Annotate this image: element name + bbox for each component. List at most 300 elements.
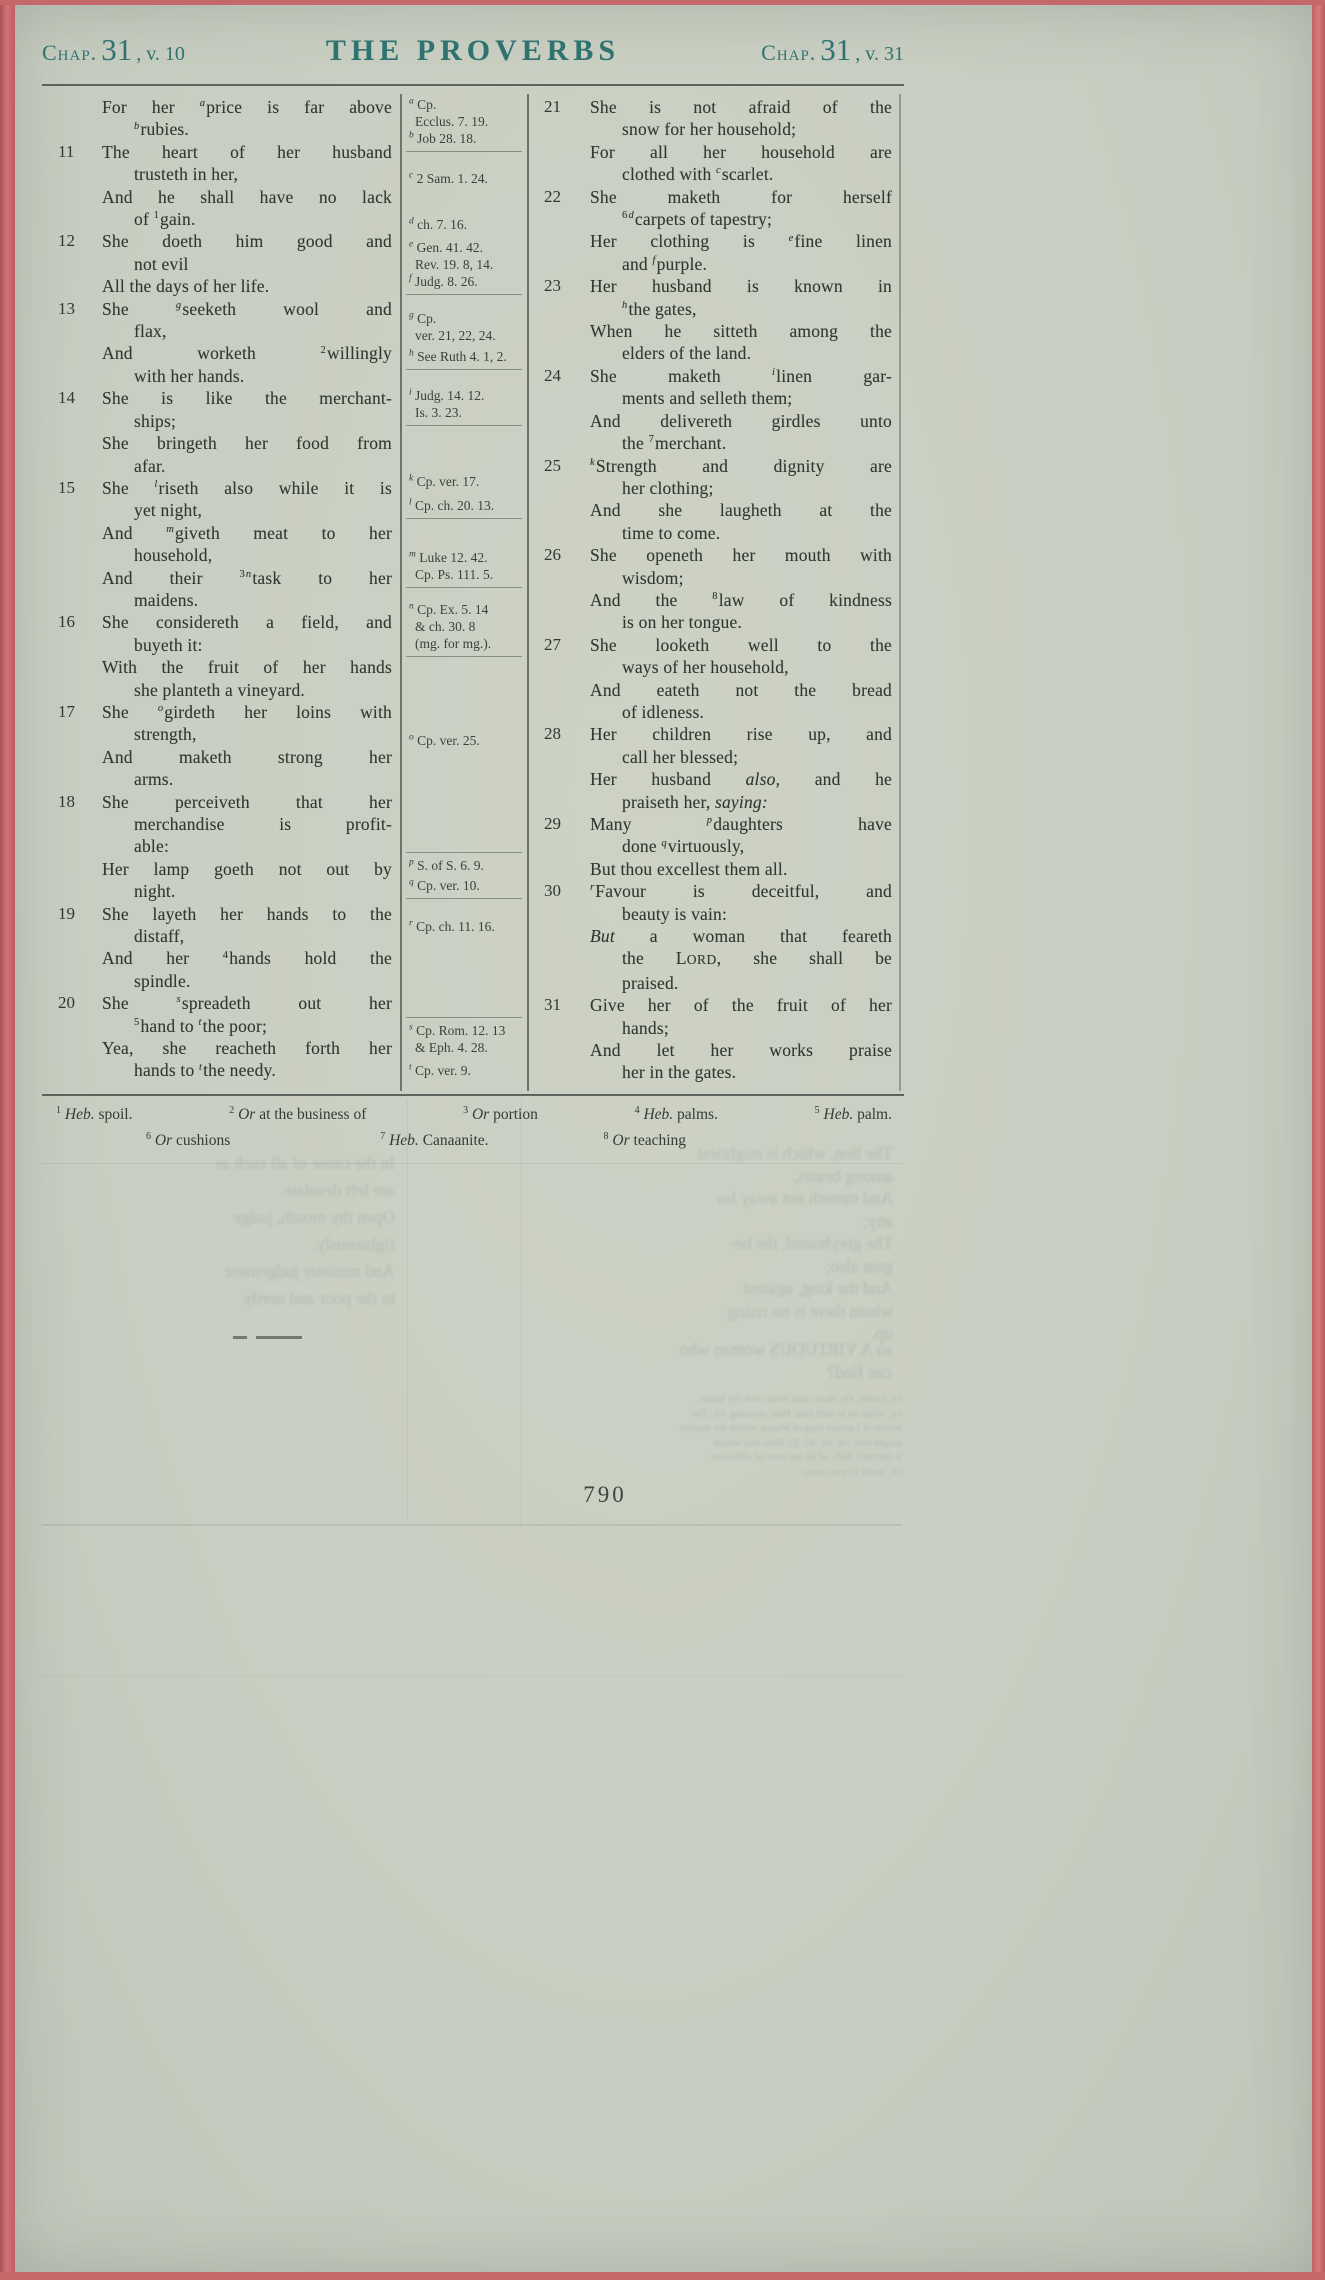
bleed-through-line: The lion, which is mightiest [697, 1143, 893, 1163]
cross-reference [406, 497, 522, 519]
ref-letter: q [661, 837, 667, 849]
italic-text: Heb. [64, 1106, 95, 1123]
bleed-through-line: Or, Under. Or, thou canst seize with thy hands. [696, 1393, 902, 1405]
verse-line: maidens. [134, 589, 199, 610]
verse-line: flax, [134, 321, 167, 342]
verse-line: praised. [622, 972, 679, 993]
ref-letter: g [409, 310, 414, 321]
footnote: $^2$ Or at the business of [229, 1104, 367, 1123]
ink-mark [233, 1336, 247, 1339]
cross-reference-line: $^b$ Job 28. 18. [409, 130, 477, 146]
footnote-marker: 8 [603, 1130, 609, 1142]
ref-letter: r [590, 882, 595, 894]
verse-number: 29 [544, 814, 561, 833]
cross-reference-line: $^i$ Judg. 14. 12. [409, 387, 485, 403]
bleed-through-line: Or, ready to pass away. [799, 1465, 902, 1478]
verse-line: Her children rise up, and [590, 724, 892, 745]
verse-line: The heart of her husband [102, 141, 392, 162]
verse-number: 22 [544, 186, 561, 206]
bleed-through-rule [407, 1100, 408, 1520]
verse-line: She perceiveth that her [102, 791, 392, 812]
ref-letter: e [409, 239, 414, 250]
verse-line: And maketh strong her [102, 746, 392, 767]
verse-line: praiseth her, saying: [622, 791, 768, 812]
verse-line: hands to $^t$the needy. [134, 1060, 276, 1081]
ref-letter: t [409, 1062, 412, 1073]
ref-letter: s [409, 1022, 413, 1033]
verse [58, 141, 392, 231]
chapter-number: 31 [101, 32, 133, 67]
footnote: $^3$ Or portion [463, 1104, 538, 1123]
verse-line: trusteth in her, [134, 164, 239, 185]
verse [58, 791, 392, 903]
cross-reference [406, 170, 522, 187]
header-chapter-right [761, 34, 904, 66]
verse-line: Yea, she reacheth forth her [102, 1038, 392, 1059]
ref-letter: t [198, 1016, 202, 1028]
verse [544, 994, 892, 1084]
verse-line: snow for her household; [622, 119, 797, 140]
cross-reference [406, 918, 522, 935]
cross-reference-line: $^g$ Cp. [409, 310, 437, 326]
footnote-marker: 6 [622, 210, 628, 222]
ref-letter: l [154, 479, 158, 491]
verse-line: yet night, [134, 500, 203, 521]
cross-reference-line: $^f$ Judg. 8. 26. [409, 273, 478, 289]
verse-line: And their $^{3n}$task to her [102, 567, 392, 588]
ref-letter: k [590, 456, 595, 468]
cross-reference-line: $^h$ See Ruth 4. 1, 2. [409, 348, 507, 364]
ref-letter: t [199, 1061, 203, 1073]
verse-line: For all her household are [590, 141, 892, 162]
ref-letter: r [409, 918, 413, 929]
verse-ref: , v. 10 [136, 43, 185, 65]
verse-line: $^h$the gates, [622, 298, 697, 319]
verse-line: household, [134, 545, 213, 566]
verse [544, 455, 892, 545]
footnote-line-1 [56, 1106, 892, 1124]
verse-line: And he shall have no lack [102, 186, 392, 207]
cross-reference [406, 216, 522, 233]
verse-line: With the fruit of her hands [102, 657, 392, 678]
footnote-marker: 7 [648, 434, 655, 446]
verse-number: 15 [58, 477, 75, 497]
footnote-marker: 3 [463, 1104, 469, 1116]
footnote-marker: 8 [712, 591, 718, 603]
cross-reference [406, 1062, 522, 1079]
bleed-through-line: In the cause of all such as [215, 1153, 395, 1173]
italic-text: Or [471, 1106, 490, 1123]
footnote: $^7$ Heb. Canaanite. [380, 1130, 489, 1149]
verse [544, 365, 892, 455]
verse-number: 14 [58, 388, 75, 408]
verse-number: 27 [544, 634, 561, 654]
bleed-through-line: can find? [827, 1361, 892, 1382]
cross-reference-line: $^k$ Cp. ver. 17. [409, 473, 480, 489]
verse-line: And worketh $^2$willingly [102, 343, 392, 364]
verse-line: the $^7$merchant. [622, 433, 727, 454]
footnote-marker: 5 [814, 1104, 820, 1116]
cross-reference [406, 387, 522, 426]
cross-reference-line: Is. 3. 23. [415, 405, 462, 420]
verse-line: She $^o$girdeth her loins with [102, 701, 392, 722]
ref-letter: d [628, 210, 634, 222]
ref-letter: f [652, 255, 656, 267]
cross-reference-line: $^r$ Cp. ch. 11. 16. [409, 918, 495, 934]
verse-line: able: [134, 836, 170, 857]
ref-letter: s [176, 994, 181, 1006]
cross-reference-line: Ecclus. 7. 19. [415, 114, 489, 129]
cross-reference [406, 96, 522, 130]
verse-line: Many $^p$daughters have [590, 814, 892, 834]
italic-text: Heb. [389, 1132, 419, 1149]
verse [544, 96, 892, 186]
ref-letter: h [622, 299, 628, 311]
verse-line: hands; [622, 1017, 669, 1038]
verse-line: $^5$hand to $^t$the poor; [134, 1015, 268, 1036]
verse [544, 880, 892, 994]
ref-letter: k [409, 473, 414, 484]
bleed-through-text [548, 1142, 893, 1345]
italic-text: also, [745, 769, 781, 790]
bleed-through-line: And the king, against [743, 1278, 893, 1298]
cross-reference [406, 239, 522, 273]
cross-reference [406, 130, 522, 152]
footnote-marker: 1 [153, 210, 160, 222]
ref-letter: a [199, 98, 206, 110]
verse-line: strength, [134, 724, 197, 745]
footnote: $^5$ Heb. palm. [814, 1104, 892, 1123]
bleed-through-rule [42, 1676, 902, 1677]
bleed-through-line: words of Lemuel king of Massa, which his mother [679, 1422, 902, 1434]
ref-letter: a [409, 96, 414, 107]
verse-number: 31 [544, 995, 561, 1015]
ref-letter: b [409, 130, 414, 141]
bleed-through-line: righteously, [313, 1234, 395, 1254]
ref-letter: q [409, 877, 414, 888]
italic-text: saying: [714, 791, 768, 812]
footnote-marker: 6 [146, 1130, 151, 1142]
verse [58, 477, 392, 611]
bleed-through-line: The greyhound; the he- [729, 1233, 893, 1253]
verse-line: wisdom; [622, 567, 684, 588]
cross-reference-line: $^c$ 2 Sam. 1. 24. [409, 170, 488, 186]
verse [544, 186, 892, 276]
verse-line: She $^g$seeketh wool and [102, 298, 392, 319]
verse-number: 17 [58, 701, 75, 721]
cross-reference-line: $^t$ Cp. ver. 9. [409, 1062, 471, 1078]
verse-line: ships; [134, 410, 177, 431]
bleed-through-line: whom there is no rising [727, 1300, 893, 1321]
verse-line: And let her works praise [590, 1040, 892, 1061]
verse-number: 11 [58, 141, 75, 161]
ref-letter: o [157, 703, 164, 715]
verse-line: distaff, [134, 926, 185, 947]
verse-number: 23 [544, 276, 561, 296]
bleed-through-line: are left desolate. [279, 1180, 395, 1200]
verse-line: beauty is vain: [622, 903, 728, 924]
verse-line: And her $^4$hands hold the [102, 948, 392, 969]
ref-letter: i [772, 367, 776, 379]
verse-line: call her blessed; [622, 746, 739, 767]
verse-line: with her hands. [134, 365, 245, 386]
ink-mark [256, 1336, 302, 1339]
cross-reference-line: $^o$ Cp. ver. 25. [409, 732, 480, 748]
red-page-edge-right [1312, 0, 1325, 2280]
column-rule-right [527, 94, 529, 1091]
verse-line: arms. [134, 769, 174, 790]
verse-line: Her clothing is $^e$fine linen [590, 231, 892, 252]
bleed-through-line: And minister judgement [224, 1261, 395, 1281]
verse [58, 903, 392, 993]
cross-reference-line: $^a$ Cp. [409, 96, 437, 112]
footnote: $^4$ Heb. palms. [634, 1104, 718, 1123]
verse-line: She bringeth her food from [102, 433, 392, 454]
verse-line: she planteth a vineyard. [134, 679, 305, 700]
page-title: THE PROVERBS [325, 34, 621, 67]
verse-line: $^r$Favour is deceitful, and [590, 881, 892, 902]
cross-reference-line: & Eph. 4. 28. [415, 1040, 488, 1055]
verse-number: 20 [58, 993, 75, 1013]
cross-reference [406, 348, 522, 370]
bleed-through-line: up. [871, 1323, 893, 1343]
header-rule [42, 84, 904, 86]
verse-number: 21 [544, 97, 561, 116]
footnote: $^6$ Or cushions [146, 1130, 231, 1149]
bleed-through-line: is decreed. Heb. of all the sons of affliction. [709, 1451, 902, 1463]
ref-letter: f [409, 273, 412, 284]
footnote-marker: 1 [56, 1104, 61, 1116]
ref-letter: p [706, 815, 713, 827]
page-header [42, 34, 904, 68]
verse-line: Her husband is known in [590, 276, 892, 297]
bleed-through-line: Or, when he is with him. Heb. pressing. Or, The [691, 1407, 902, 1420]
verse-line: $^{6d}$carpets of tapestry; [622, 209, 773, 230]
verse-number: 12 [58, 231, 75, 251]
chapter-label: Chap. [42, 40, 98, 65]
ref-letter: e [788, 232, 794, 244]
verse-line: She maketh $^i$linen gar- [590, 365, 892, 386]
verse-line: But thou excellest them all. [590, 858, 788, 879]
cross-reference-line: $^s$ Cp. Rom. 12. 13 [409, 1022, 506, 1038]
verse [58, 701, 392, 791]
cross-reference-line: $^p$ S. of S. 6. 9. [409, 857, 484, 873]
italic-text: Heb. [823, 1106, 854, 1123]
ref-letter: l [409, 497, 412, 508]
verse [544, 634, 892, 724]
verse-line: She $^s$spreadeth out her [102, 993, 392, 1014]
bleed-through-line: to the poor and needy. [240, 1288, 395, 1308]
ref-letter: i [409, 387, 412, 398]
page-number: 790 [583, 1482, 627, 1507]
verse-number: 28 [544, 724, 561, 744]
verse-line: of $^1$gain. [134, 209, 196, 230]
page-edge-rule [899, 94, 901, 1091]
verse-line: is on her tongue. [622, 612, 743, 633]
verse-line: For her $^a$price is far above [102, 97, 392, 117]
verse-line: And eateth not the bread [590, 679, 892, 700]
ref-letter: p [409, 857, 414, 868]
bleed-through-line: goat also; [825, 1255, 893, 1276]
bleed-through-line: any; [862, 1210, 893, 1231]
verse-line: But a woman that feareth [590, 926, 892, 947]
cross-reference-line: $^m$ Luke 12. 42. [409, 549, 488, 565]
verse-line: She $^l$riseth also while it is [102, 477, 392, 498]
cross-reference-line: Cp. Ps. 111. 5. [415, 567, 494, 582]
footnote-marker: 2 [320, 344, 326, 356]
verse-line: clothed with $^c$scarlet. [622, 164, 774, 185]
verse-line: All the days of her life. [102, 276, 270, 297]
verse-line: She considereth a field, and [102, 612, 392, 633]
chapter-number: 31 [820, 32, 852, 67]
verse-number: 26 [544, 545, 561, 565]
verse-line: She looketh well to the [590, 634, 892, 655]
bleed-through-line: among beasts, [793, 1165, 893, 1186]
cross-reference-line: $^d$ ch. 7. 16. [409, 216, 467, 232]
verse-line: She doeth him good and [102, 231, 392, 252]
cross-reference-line: $^q$ Cp. ver. 10. [409, 877, 480, 893]
verse-line: And she laugheth at the [590, 500, 892, 521]
cross-reference-line: (mg. for mg.). [415, 636, 492, 651]
left-text-column [58, 96, 392, 1082]
cross-reference-line: $^e$ Gen. 41. 42. [409, 239, 483, 255]
verse [58, 230, 392, 297]
verse [58, 611, 392, 701]
verse-line: And the $^8$law of kindness [590, 589, 892, 610]
verse-line: And delivereth girdles unto [590, 410, 892, 431]
verse-line: night. [134, 881, 176, 902]
verse-line: $^b$rubies. [134, 119, 189, 140]
cross-reference [406, 473, 522, 490]
bleed-through-rule [42, 1524, 902, 1526]
verse [58, 992, 392, 1082]
column-rule-left [400, 94, 402, 1091]
italic-text: Or [612, 1132, 630, 1149]
verse-number: 19 [58, 903, 75, 923]
verse-line: elders of the land. [622, 343, 752, 364]
small-caps-lord: LORD [675, 948, 717, 969]
red-page-edge-top [0, 0, 1325, 5]
italic-text: Or [154, 1132, 173, 1149]
verse-line: of idleness. [622, 701, 705, 722]
ref-letter: h [409, 348, 414, 359]
verse [544, 544, 892, 634]
verse-line: her in the gates. [622, 1062, 737, 1083]
ref-letter: b [134, 120, 140, 132]
verse-number: 13 [58, 298, 75, 318]
verse-line: buyeth it: [134, 634, 203, 655]
bleed-through-line: Open thy mouth, judge [233, 1207, 395, 1227]
italic-text: Or [238, 1106, 256, 1123]
verse [544, 275, 892, 365]
verse-line: Her husband also, and he [590, 769, 892, 790]
cross-reference-line: Rev. 19. 8, 14. [415, 257, 494, 272]
bleed-through-rule [42, 1163, 902, 1164]
verse-line: spindle. [134, 970, 191, 991]
ref-letter: m [409, 549, 416, 560]
cross-reference-line: $^l$ Cp. ch. 20. 13. [409, 497, 495, 513]
cross-reference [406, 1017, 522, 1056]
verse-number: 18 [58, 791, 75, 811]
bleed-through-line: And turneth not away for [716, 1188, 893, 1208]
cross-reference [406, 601, 522, 657]
ref-letter: n [245, 568, 252, 580]
bleed-through-text [95, 1150, 395, 1312]
verse-line: $^k$Strength and dignity are [590, 455, 892, 476]
verse-line: And $^m$giveth meat to her [102, 522, 392, 543]
cross-reference [406, 549, 522, 588]
footnote-marker: 2 [229, 1104, 235, 1116]
italic-text: Heb. [643, 1106, 674, 1123]
bleed-through-line: taught him. Or, ch. 30. 32. Heb. that which [713, 1436, 902, 1449]
verse-line: She layeth her hands to the [102, 903, 392, 924]
cross-reference-line: $^n$ Cp. Ex. 5. 14 [409, 601, 489, 617]
verse-line: the LORD, she shall be [622, 948, 892, 969]
footnote-marker: 4 [634, 1104, 640, 1116]
verse-line: Give her of the fruit of her [590, 995, 892, 1016]
verse [544, 723, 892, 813]
verse-line: She is like the merchant- [102, 388, 392, 409]
ref-letter: n [409, 601, 414, 612]
bleed-through-line: so A VIRTUOUS woman who [679, 1339, 892, 1359]
verse [58, 387, 392, 477]
verse-line: time to come. [622, 522, 721, 543]
bleed-through-rule [521, 1100, 522, 1530]
verse-line: She openeth her mouth with [590, 545, 892, 566]
verse [58, 298, 392, 388]
verse-number: 30 [544, 881, 561, 901]
footnote: $^8$ Or teaching [603, 1130, 687, 1149]
ref-letter: m [166, 523, 174, 535]
ref-letter: o [409, 732, 414, 743]
footnote-rule [42, 1094, 904, 1096]
verse-line: merchandise is profit- [134, 814, 392, 834]
right-text-column [544, 96, 892, 1084]
verse [58, 96, 392, 141]
verse-line: ways of her household, [622, 657, 789, 678]
verse-line: She is not afraid of the [590, 97, 892, 117]
verse-line: her clothing; [622, 477, 714, 498]
ref-letter: g [175, 299, 182, 311]
bleed-through-text [552, 1338, 892, 1383]
verse-line: done $^q$virtuously, [622, 836, 745, 857]
verse-line: She maketh for herself [590, 186, 892, 207]
verse-line: afar. [134, 455, 166, 476]
verse-line: and $^f$purple. [622, 253, 708, 274]
verse-number: 24 [544, 365, 561, 385]
verse-ref: , v. 31 [855, 43, 904, 65]
footnote-marker: 3 [239, 568, 245, 580]
cross-reference-line: & ch. 30. 8 [415, 619, 476, 634]
ref-letter: c [715, 165, 721, 177]
bleed-through-text [332, 1392, 902, 1479]
footnote: $^1$ Heb. spoil. [56, 1104, 133, 1123]
cross-reference [406, 310, 522, 344]
verse-number: 16 [58, 612, 75, 632]
ref-letter: d [409, 216, 414, 227]
verse [544, 813, 892, 880]
footnote-marker: 7 [380, 1130, 386, 1142]
verse-line: When he sitteth among the [590, 321, 892, 342]
cross-reference-line: ver. 21, 22, 24. [415, 328, 496, 343]
verse-line: ments and selleth them; [622, 388, 793, 409]
red-page-edge-left [0, 0, 15, 2280]
header-chapter-left [42, 34, 185, 66]
footnote-marker: 4 [222, 949, 229, 961]
cross-reference [406, 273, 522, 295]
references-column [406, 96, 522, 1079]
footnote-marker: 5 [134, 1016, 140, 1028]
